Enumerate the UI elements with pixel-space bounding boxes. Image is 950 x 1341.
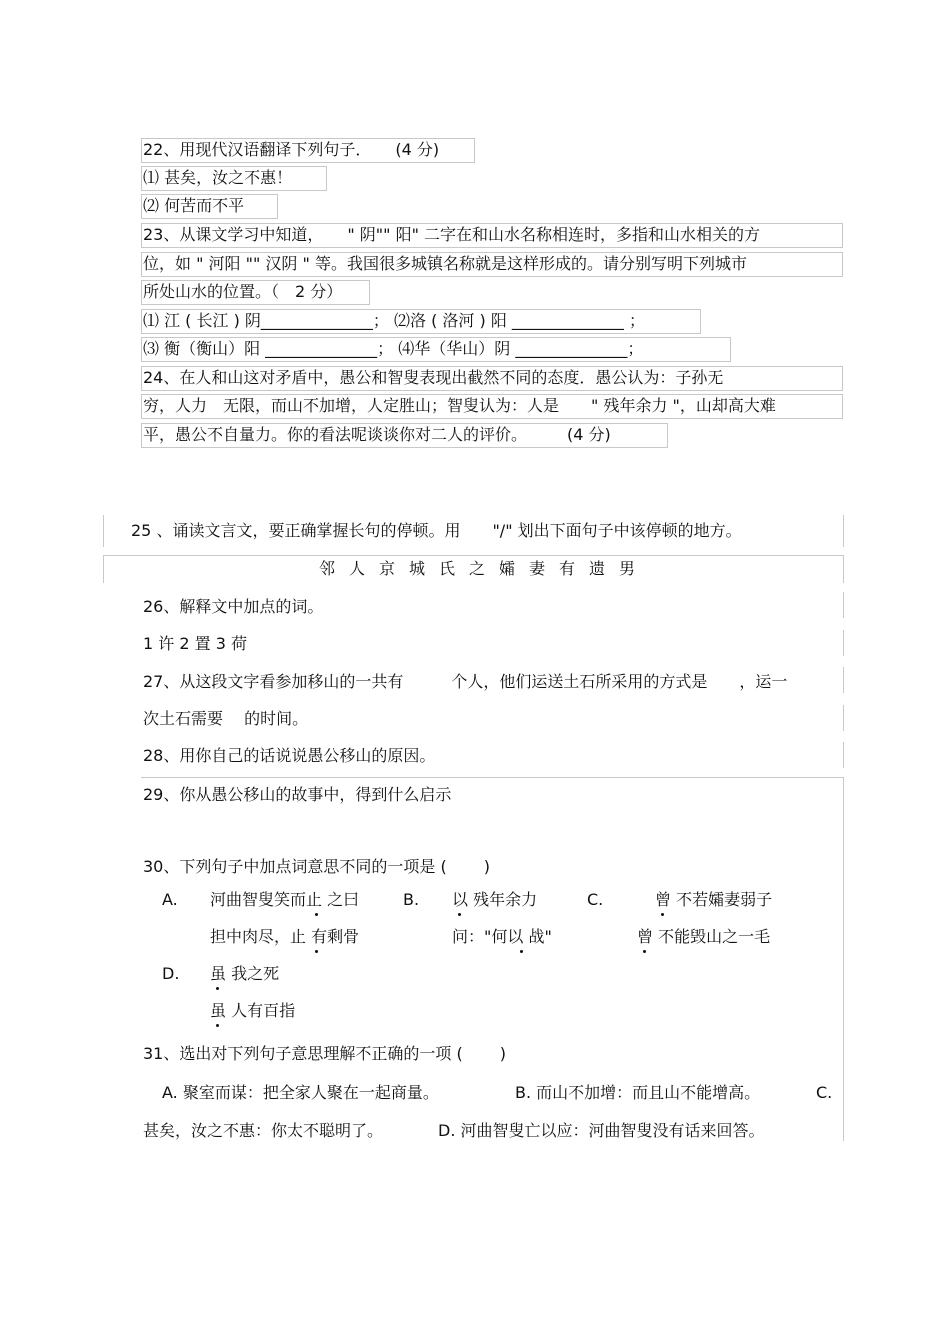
q22-heading: 22、用现代汉语翻译下列句子． (4 分) (143, 140, 440, 159)
emphasis-dot (315, 950, 318, 953)
q30-option-d-2: 虽 人有百指 (210, 1001, 296, 1020)
q30-option-c-2: 曾 不能毁山之一毛 (637, 927, 771, 946)
q31-option-d: D. 河曲智叟亡以应：河曲智叟没有话来回答。 (438, 1121, 765, 1140)
q24-line-1: 24、在人和山这对矛盾中，愚公和智叟表现出截然不同的态度．愚公认为：子孙无 (143, 368, 724, 387)
q31-option-c-label: C. (816, 1083, 833, 1102)
rule-right-2 (843, 630, 844, 656)
rule-right-1 (843, 592, 844, 618)
q30-option-d-1: 虽 我之死 (210, 964, 280, 983)
q22-item-1: ⑴ 甚矣，汝之不惠！ (143, 168, 293, 187)
q30-option-b-1: 以 残年余力 (452, 890, 538, 909)
q30-option-a-label: A. (162, 890, 178, 909)
q30-option-d-label: D. (162, 964, 180, 983)
q30-option-a-1: 河曲智叟笑而止 之曰 (210, 890, 360, 909)
emphasis-dot (643, 950, 646, 953)
emphasis-dot (216, 1024, 219, 1027)
q23-line-3: 所处山水的位置。（ 2 分） (143, 282, 343, 301)
rule-right-long (843, 777, 844, 1141)
q26-heading: 26、解释文中加点的词。 (143, 597, 324, 616)
emphasis-dot (216, 987, 219, 990)
rule-q25-left (103, 515, 104, 547)
rule-right-5 (843, 742, 844, 768)
q30-option-c-label: C. (587, 890, 604, 909)
emphasis-dot (520, 950, 523, 953)
q27-line-1: 27、从这段文字看参加移山的一共有 个人，他们运送土石所采用的方式是 ，运一 (143, 672, 788, 691)
q25-heading: 25 、诵读文言文，要正确掌握长句的停顿。用 "/" 划出下面句子中该停顿的地方。 (131, 521, 742, 540)
q29-heading: 29、你从愚公移山的故事中，得到什么启示 (143, 785, 452, 804)
q31-option-c: 甚矣，汝之不惠：你太不聪明了。 (143, 1121, 384, 1140)
q30-option-b-label: B. (403, 890, 420, 909)
emphasis-dot (661, 913, 664, 916)
rule-q29-top (141, 777, 844, 778)
q25-sentence: 邻人京城氏之孀妻有遗男 (319, 559, 650, 578)
q24-line-2: 穷，人力 无限，而山不加增，人定胜山；智叟认为：人是 " 残年余力 "，山却高大难 (143, 396, 776, 415)
rule-q25-right (843, 515, 844, 547)
q23-line-2: 位，如 " 河阳 "" 汉阴 " 等。我国很多城镇名称就是这样形成的。请分别写明下列城市 (143, 254, 747, 273)
rule-right-3 (843, 667, 844, 693)
q26-items: 1 许 2 置 3 荷 (143, 634, 247, 653)
q30-heading: 30、下列句子中加点词意思不同的一项是 ( ) (143, 857, 491, 876)
rule-right-4 (843, 705, 844, 731)
q31-option-a: A. 聚室而谋：把全家人聚在一起商量。 (162, 1083, 439, 1102)
emphasis-dot (458, 913, 461, 916)
q27-line-2: 次土石需要 的时间。 (143, 709, 309, 728)
q24-line-3: 平，愚公不自量力。你的看法呢谈谈你对二人的评价。 (4 分) (143, 425, 611, 444)
q31-option-b: B. 而山不加增：而且山不能增高。 (515, 1083, 761, 1102)
q30-option-a-2: 担中肉尽，止 有剩骨 (210, 927, 360, 946)
q22-item-2: ⑵ 何苦而不平 (143, 196, 245, 215)
q30-option-c-1: 曾 不若孀妻弱子 (655, 890, 773, 909)
q23-item-2: ⑶ 衡（衡山）阳 ______________； ⑷华（华山）阴 ______________； (143, 339, 644, 358)
q30-option-b-2: 问："何以 战" (452, 927, 552, 946)
q23-line-1: 23、从课文学习中知道， " 阴"" 阳" 二字在和山水名称相连时，多指和山水相关的方 (143, 225, 761, 244)
q31-heading: 31、选出对下列句子意思理解不正确的一项 ( ) (143, 1044, 507, 1063)
emphasis-dot (315, 913, 318, 916)
q23-item-1: ⑴ 江 ( 长江 ) 阴______________； ⑵洛 ( 洛河 ) 阳 ______________ ； (143, 311, 646, 330)
q28-heading: 28、用你自己的话说说愚公移山的原因。 (143, 746, 436, 765)
